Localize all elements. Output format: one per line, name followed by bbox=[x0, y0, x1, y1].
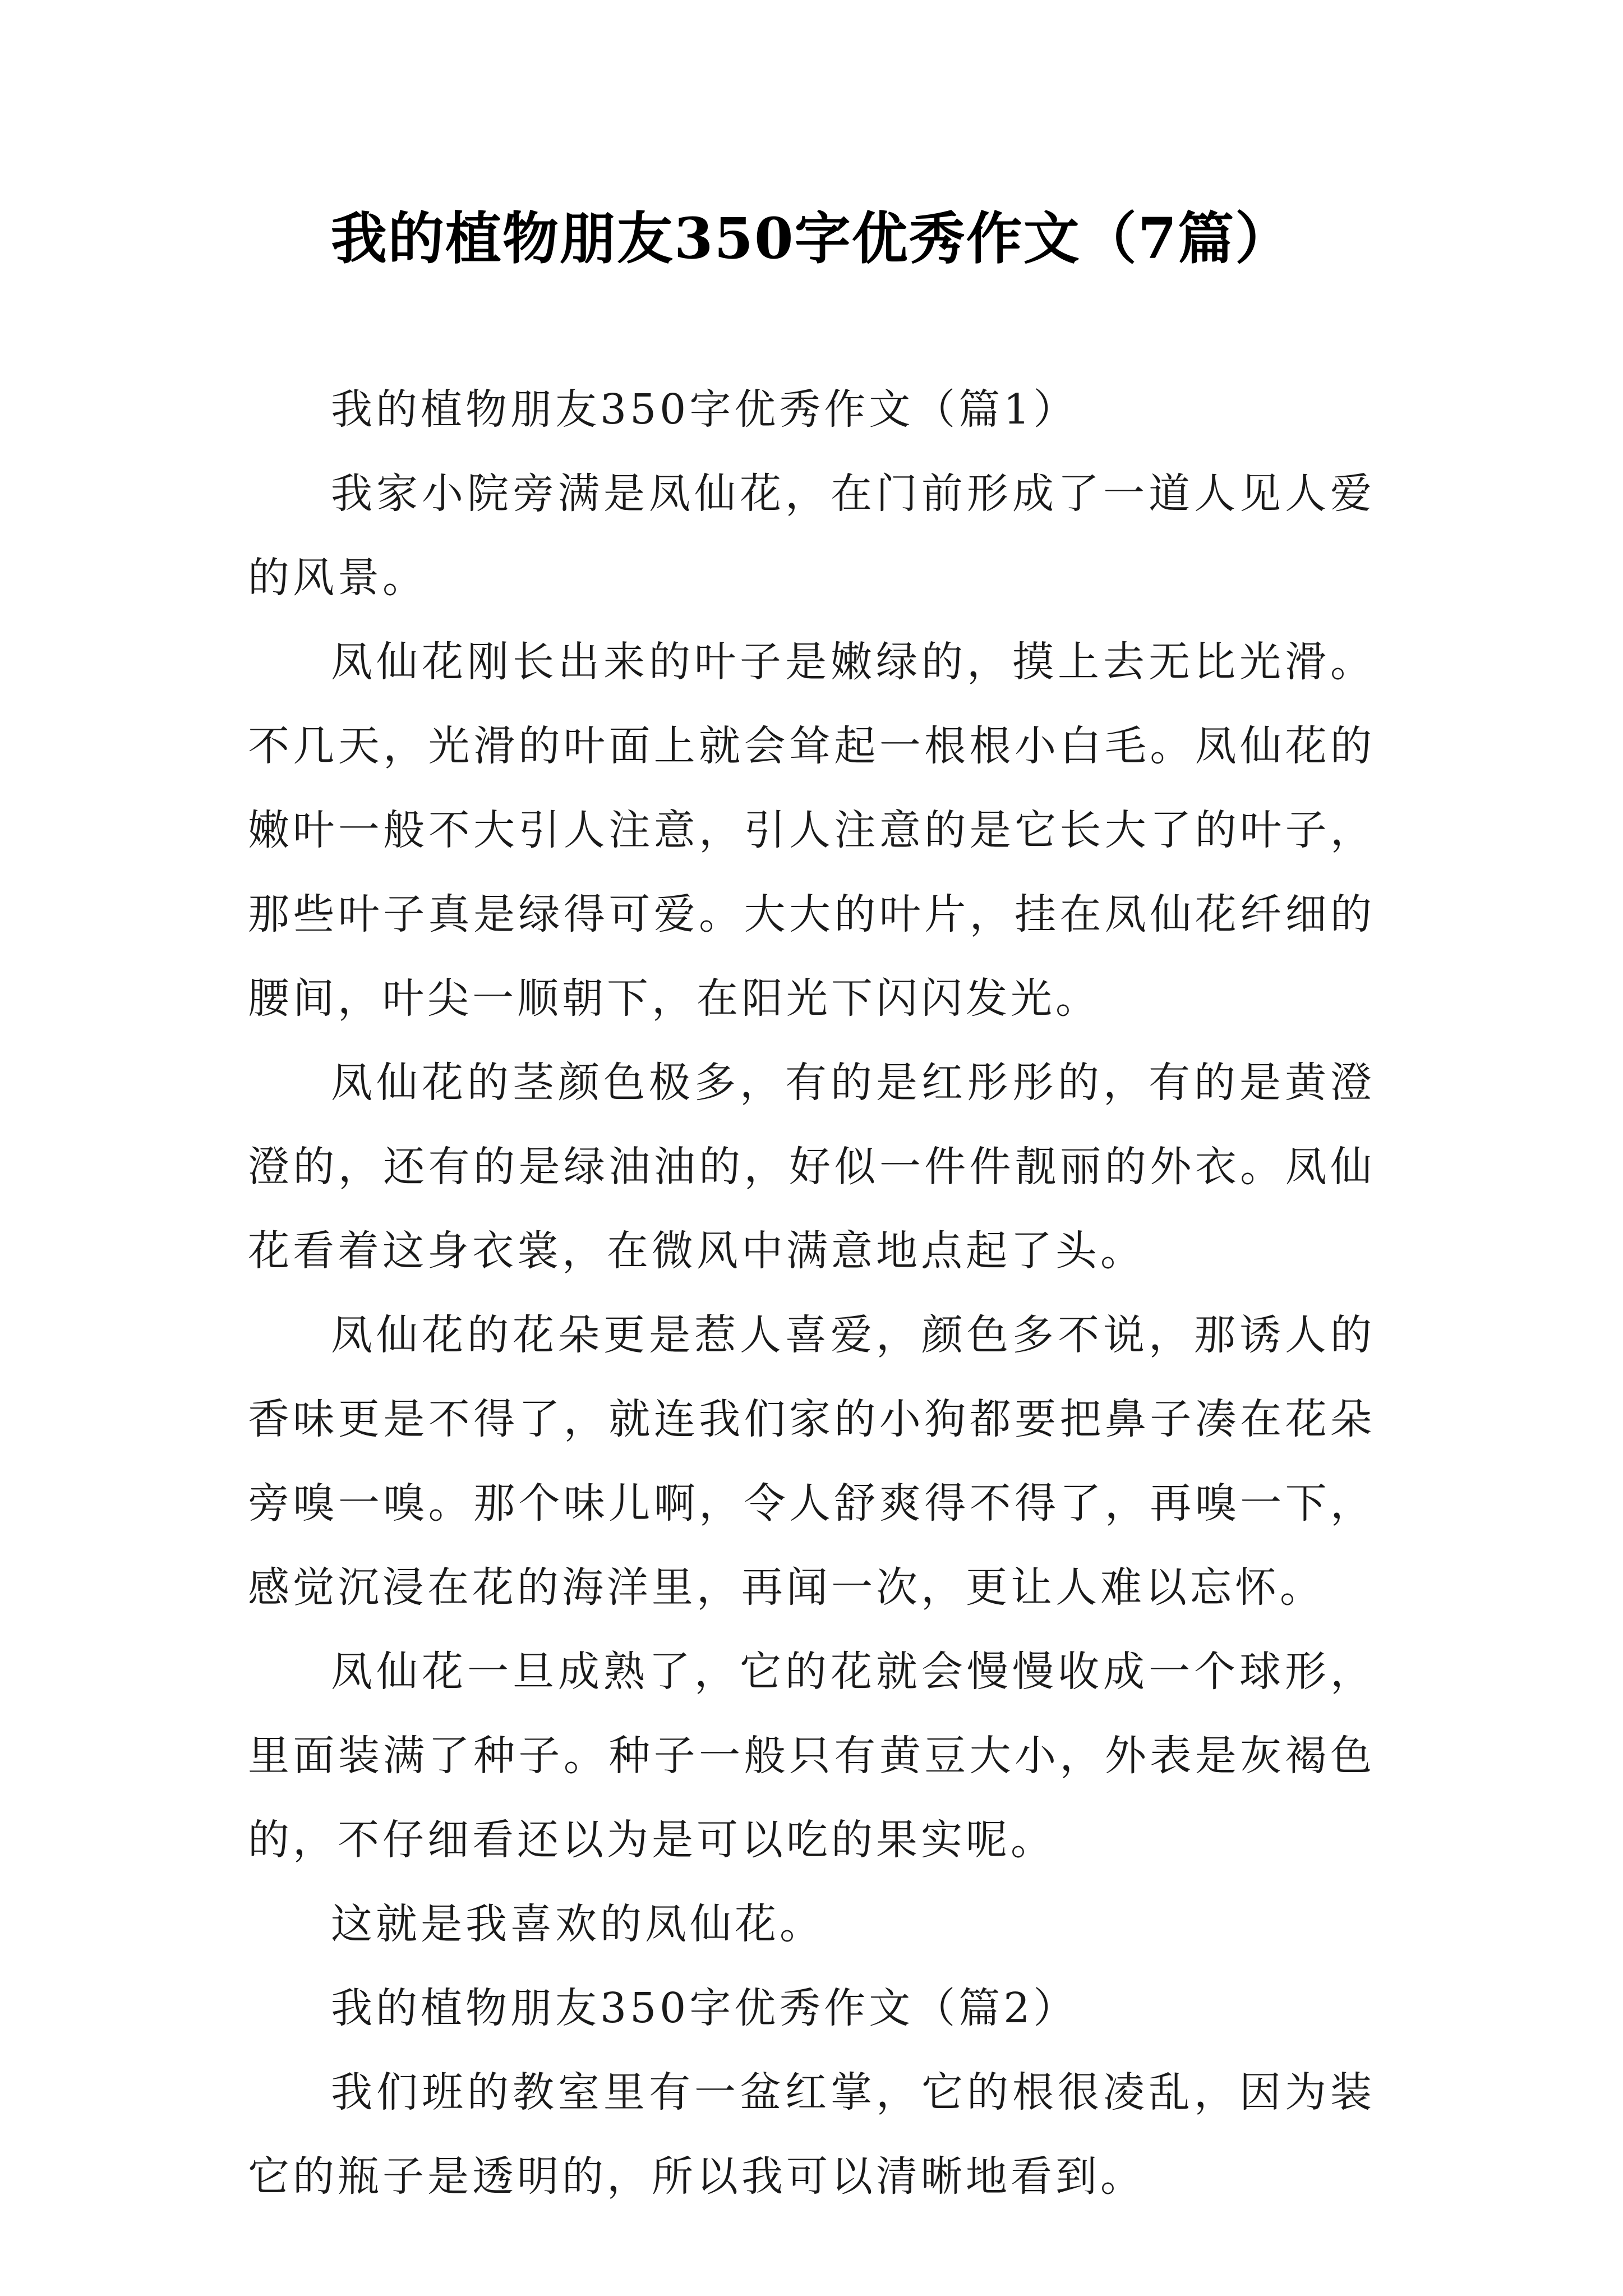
paragraph: 凤仙花的花朵更是惹人喜爱，颜色多不说，那诱人的香味更是不得了，就连我们家的小狗都要把鼻子凑在花朵旁嗅一嗅。那个味儿啊，令人舒爽得不得了，再嗅一下，感觉沉浸在花的海洋里，再闻一次，更让人难以忘怀。 bbox=[248, 1311, 1375, 1612]
paragraph: 这就是我喜欢的凤仙花。 bbox=[331, 1900, 824, 1948]
paragraph: 我们班的教室里有一盆红掌，它的根很凌乱，因为装它的瓶子是透明的，所以我可以清晰地看到。 bbox=[248, 2068, 1375, 2201]
paragraph: 我的植物朋友350字优秀作文（篇2） bbox=[331, 1984, 1078, 2032]
paragraph: 凤仙花刚长出来的叶子是嫩绿的，摸上去无比光滑。不几天，光滑的叶面上就会耸起一根根小白毛。凤仙花的嫩叶一般不大引人注意，引人注意的是它长大了的叶子，那些叶子真是绿得可爱。大大的叶片，挂在凤仙花纤细的腰间，叶尖一顺朝下，在阳光下闪闪发光。 bbox=[248, 638, 1375, 1023]
paragraph: 我家小院旁满是凤仙花，在门前形成了一道人见人爱的风景。 bbox=[248, 470, 1375, 602]
paragraph: 我的植物朋友350字优秀作文（篇1） bbox=[331, 385, 1078, 434]
paragraph: 凤仙花的茎颜色极多，有的是红彤彤的，有的是黄澄澄的，还有的是绿油油的，好似一件件靓丽的外衣。凤仙花看着这身衣裳，在微风中满意地点起了头。 bbox=[248, 1059, 1375, 1275]
document-body bbox=[248, 367, 1375, 2219]
paragraph: 凤仙花一旦成熟了，它的花就会慢慢收成一个球形，里面装满了种子。种子一般只有黄豆大小，外表是灰褐色的，不仔细看还以为是可以吃的果实呢。 bbox=[248, 1648, 1375, 1864]
document-title: 我的植物朋友350字优秀作文（7篇） bbox=[330, 205, 1293, 272]
